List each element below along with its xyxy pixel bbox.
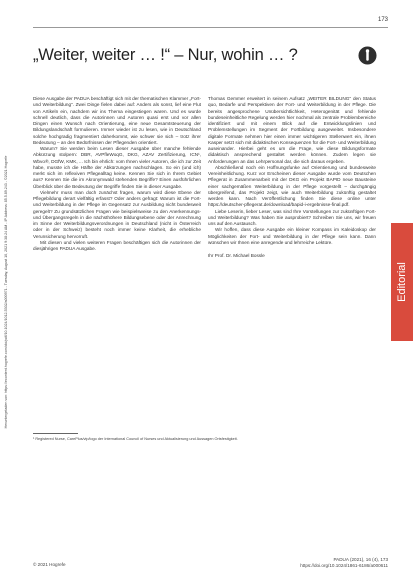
right-column — [208, 96, 376, 259]
header-rule — [33, 27, 388, 28]
footnote-rule — [33, 433, 78, 434]
doi-link[interactable]: https://doi.org/10.1024/1861-6186/a000611 — [300, 563, 388, 568]
copyright: © 2021 Hogrefe — [33, 562, 66, 567]
download-info-text: Heruntergeladen von: https://econtent.hogrefe.com/doi/pdf/10.1024/1012-5302/a000971 - Tuesday, August 10, 2021 9:38:24 AM - IP Address: 85.5.89.243 - ©2021 Hogrefe — [4, 155, 8, 429]
paragraph: Thomas Gemmer erweitert in seinem Aufsatz „WEITER BILDUNG“ den Status quo, Bedarfe und Perspektiven der Fort- und Weiterbildung in der Pflege. Die bereits angesprochene Unübersichtlichkeit, Heterogenität und fehlende bundeseinheitliche Regelung werden hier nochmal als zentrale Problembereiche identifiziert und mit einem Blick auf die Entwicklungslinien und Problemstellungen im Segment der Fortbildung ausgeweitet. Insbesondere digitale Formate nehmen hier einen immer wichtigeren Stellenwert ein, ihnen Kasper setzt sich mit didaktischen Konsequenzen für die Fort- und Weiterbildung auseinander. Hierbei geht es um die Frage, wie diese Bildungsformate didaktisch ansprechend gestaltet werden können. Zudem legen sie Anforderungen an das Lehrpersonal dar, die sich daraus ergeben. — [208, 96, 376, 164]
paragraph: Wir hoffen, dass diese Ausgabe ein kleiner Kompass im Kaleidoskop der Möglichkeiten der Fort- und Weiterbildung in der Pflege sein kann. Dann wünschen wir Ihnen eine anregende und lehrreiche Lektüre. — [208, 227, 376, 245]
section-tab — [391, 223, 413, 341]
journal-logo-icon — [358, 46, 377, 65]
signature: Ihr Prof. Dr. Michael Bossle — [208, 253, 265, 258]
paragraph: Liebe Leserin, lieber Leser, was sind Ihre Vorstellungen zur zukünftigen Fort- und Weiterbildung? Was haben Sie ausprobiert? Schreiben Sie uns, wir freuen uns auf den Austausch. — [208, 208, 376, 226]
paragraph: Warum? Sie werden beim Lesen dieser Ausgabe über manche fehlende Abkürzung stolpern: DBR, AVPfleWoqG, DKG, AZAV Zertifizierung, ICN¹, Wbvo®, DGfW, KMK, ... Ich bin ehrlich: vom Ihnen vieler Autoren, die ich zur Zeit habe, musste ich die Hälfte der Abkürzungen nachschlagen. So ein (und ich) merkt sich im reflexiven Pflegealltag keine. Kennen Sie sich in Ihrem Gebiet aus? Kennen Sie die im Akronymwald stehenden Begriffe? Einen ausführlichen Überblick über die Bedeutung der Begriffe finden Sie in dieser Ausgabe. — [33, 146, 201, 189]
paragraph: Abschließend noch ein Hoffnungsfunke auf Orientierung und bundesweite Vereinheitlichung. Kurz vor Erscheinen dieser Ausgabe wurde vom Deutschen Pflegerat in Zusammenarbeit mit der DKG ein Projekt BAPID neue Bausteine einer sachgemäßen Weiterbildung in der Pflege vorgestellt – durchgängig übergreifend, das Projekt zeigt, wie auch Weiterbildung zukünftig gestaltet werden kann. Nach Veröffentlichung finden Sie diese online unter https://deutscher-pflegerat.de/download/bapid-i-ergebnisse-final.pdf. — [208, 164, 376, 208]
paragraph: Diese Ausgabe der PADUA beschäftigt sich mit der thematischen Klammer „Fort- und Weiterbildung“. Zwei Dinge fielen dabei auf: Anders als sonst, lief eine Flut von Artikeln ein, nachdem wir ins Thema eingestiegen waren. Und es wurde schnell deutlich, dass die Autorinnen und Autoren quasi erst und vor allen Dingen einen Wunsch nach Orientierung, eine neue Gesamtsteuerung der Bildungslandschaft formulieren. Immer wieder ist zu lesen, wie in Deutschland solche hochgradig fragmentiert daherkommt, wie schwer sie sich – trotz ihrer Bedeutung – an den Bedürfnissen der Pflegenden orientiert. — [33, 96, 201, 145]
article-title: „Weiter, weiter … !“ – Nur, wohin … ? — [33, 46, 298, 64]
journal-reference: PADUA (2021), 16 (4), 173 — [333, 557, 388, 562]
download-info-strip — [0, 0, 12, 585]
page-number: 173 — [377, 17, 388, 23]
footnote: ¹ Registered Nurse, CarePlus/vip/logo der International Council of Nurses und Aktualisierung und Aussagen Ortsfestigkeit. — [33, 437, 238, 441]
paragraph: Vielmehr muss man doch zunächst fragen, warum wird diese Ebene der Pflegebildung derart vielfältig erfasst? Oder anders gefragt: Warum ist die Fort- und Weiterbildung in der Pflege im Gegensatz zur Ausbildung nicht bundesweit geregelt? Zu grundsätzlichen Fragen wie beispielsweise zu den Anerkennungs- und Übergangsregeln in die nächsthöhere Bildungsebene oder der Anrechnung im Sinne der Weiterbildungsverordnungen in Deutschland (nicht in Österreich oder in der Schweiz) besteht noch immer keine Klarheit, die erhebliche Verunsicherung hervorruft. — [33, 189, 201, 239]
left-column — [33, 96, 201, 252]
paragraph: Mit diesen und vielen weiteren Fragen beschäftigen sich die Autorinnen der diesjährigen PADUA Ausgabe. — [33, 239, 201, 251]
journal-citation — [300, 557, 388, 569]
section-tab-label: Editorial — [396, 262, 408, 302]
